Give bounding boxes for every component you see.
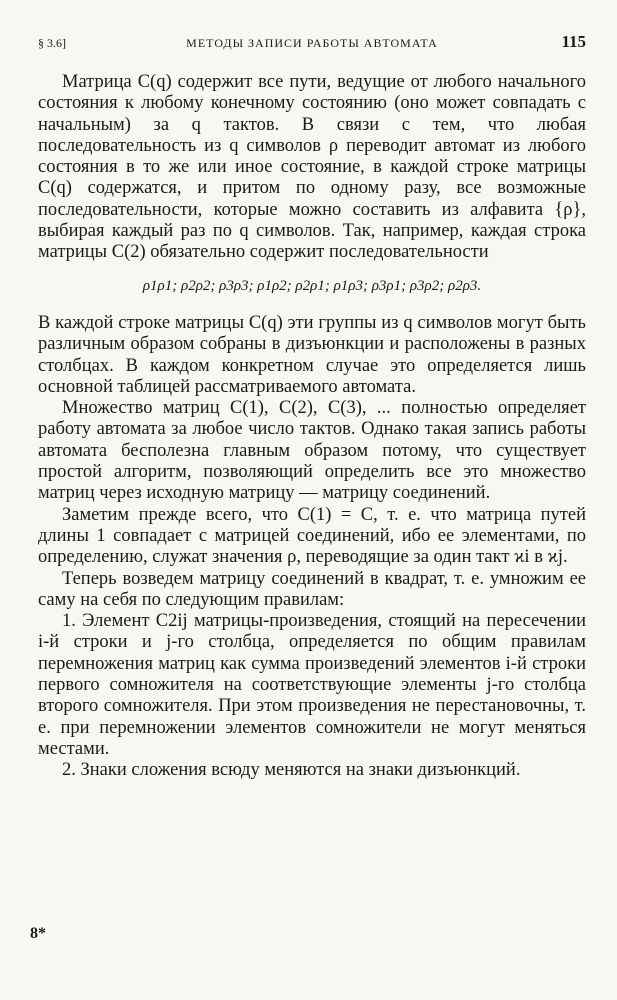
- sequence-formula: ρ1ρ1; ρ2ρ2; ρ3ρ3; ρ1ρ2; ρ2ρ1; ρ1ρ3; ρ3ρ1; ρ3ρ2; ρ2ρ3.: [142, 277, 482, 294]
- paragraph-4: Заметим прежде всего, что C(1) = C, т. е. что матрица путей длины 1 совпадает с матрицей соединений, ибо ее элементами, по определению, служат значения ρ, переводящие за один такт ϰi в ϰj.: [38, 504, 586, 568]
- page: [38, 30, 586, 782]
- rule-1: 1. Элемент C2ij матрицы-произведения, стоящий на пересечении i-й строки и j-го столбца, определяется по общим правилам перемножения матриц как сумма произведений элементов i-й строки первого сомножителя на соответствующие элементы j-го столбца второго сомножителя. При этом произведения не перестановочны, т. е. при перемножении элементов сомножители не могут меняться местами.: [38, 611, 586, 759]
- rule-2: 2. Знаки сложения всюду меняются на знаки дизъюнкций.: [62, 760, 521, 781]
- paragraph-2: В каждой строке матрицы C(q) эти группы из q символов могут быть различным образом собраны в дизъюнкции и расположены в разных столбцах. В каждом конкретном случае это определяется лишь основной таблицей рассматриваемого автомата.: [38, 312, 586, 397]
- page-number: 115: [561, 32, 586, 51]
- signature-mark: 8*: [30, 925, 46, 942]
- paragraph-5: Теперь возведем матрицу соединений в квадрат, т. е. умножим ее саму на себя по следующим правилам:: [38, 568, 586, 610]
- section-reference: § 3.6]: [38, 36, 66, 50]
- running-title: МЕТОДЫ ЗАПИСИ РАБОТЫ АВТОМАТА: [186, 36, 438, 50]
- running-header: [38, 30, 586, 56]
- paragraph-3: Множество матриц C(1), C(2), C(3), ... полностью определяет работу автомата за любое число тактов. Однако такая запись работы автомата бесполезна главным образом потому, что существует простой алгоритм, позволяющий определить все это множество матриц через исходную матрицу — матрицу соединений.: [38, 398, 586, 504]
- body-text: [38, 72, 586, 782]
- paragraph-1: Матрица C(q) содержит все пути, ведущие от любого начального состояния к любому конечному состоянию (оно может совпадать с начальным) за q тактов. В связи с тем, что любая последовательность из q символов ρ переводит автомат из любого состояния в то же или иное состояние, в каждой строке матрицы C(q) содержатся, и притом по одному разу, все возможные последовательности, которые можно составить из алфавита {ρ}, выбирая каждый раз по q символов. Так, например, каждая строка матрицы C(2) обязательно содержит последовательности: [38, 72, 586, 263]
